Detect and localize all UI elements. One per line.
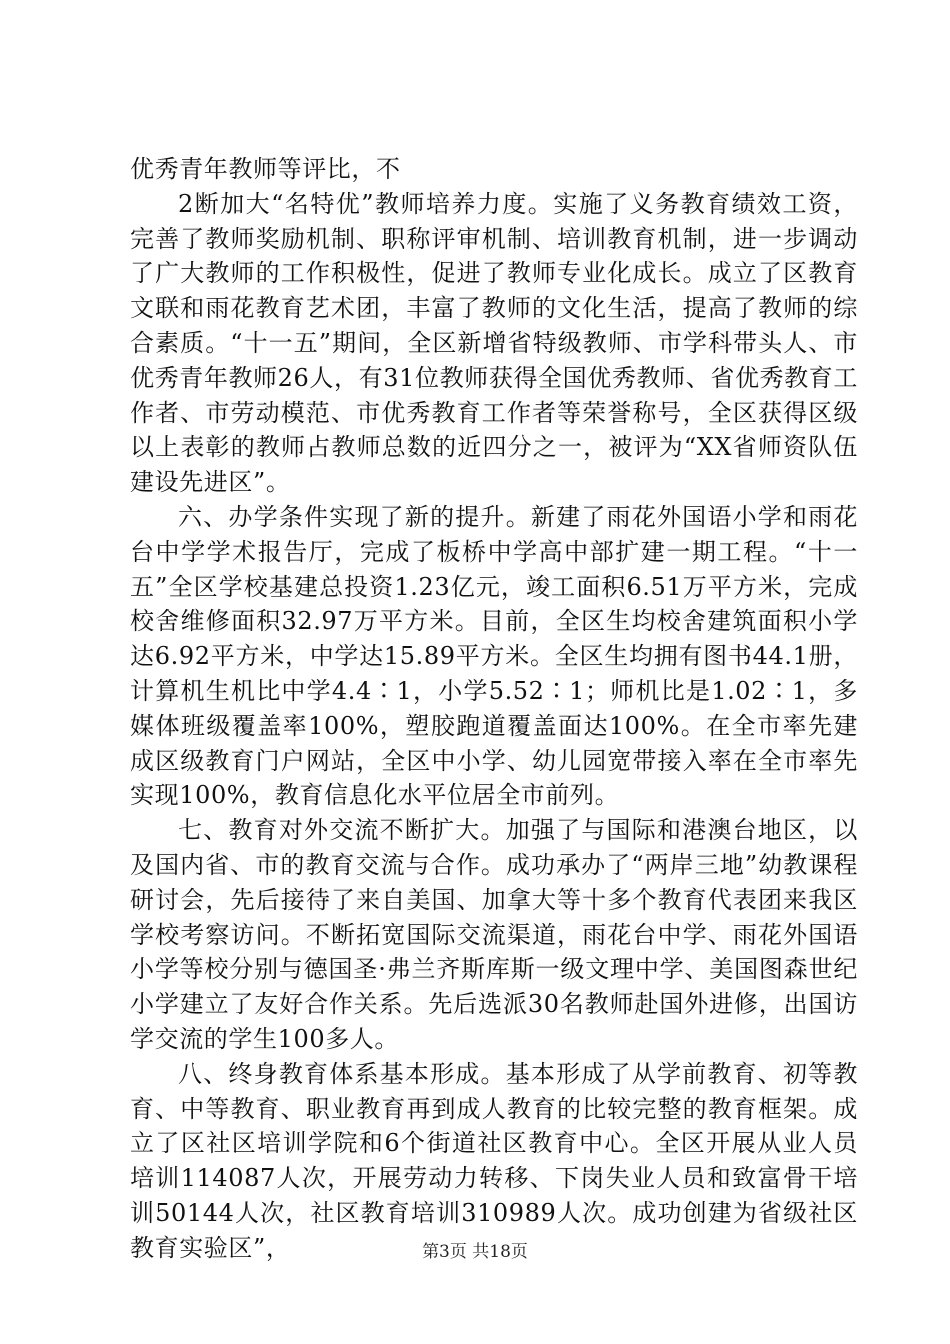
paragraph-lifelong-education: 八、终身教育体系基本形成。基本形成了从学前教育、初等教育、中等教育、职业教育再到成人教育的比较完整的教育框架。成立了区社区培训学院和6个街道社区教育中心。全区开展从业人员培训114087人次，开展劳动力转移、下岗失业人员和致富骨干培训50144人次，社区教育培训310989人次。成功创建为省级社区教育实验区”， xyxy=(130,1059,858,1262)
paragraph-continuation: 优秀青年教师等评比，不 xyxy=(130,155,401,183)
paragraph-school-conditions: 六、办学条件实现了新的提升。新建了雨花外国语小学和雨花台中学学术报告厅，完成了板桥中学高中部扩建一期工程。“十一五”全区学校基建总投资1.23亿元，竣工面积6.51万平方米，完成校舍维修面积32.97万平方米。目前，全区生均校舍建筑面积小学达6.92平方米，中学达15.89平方米。全区生均拥有图书44.1册，计算机生机比中学4.4∶1，小学5.52∶1；师机比是1.02∶1，多媒体班级覆盖率100%，塑胶跑道覆盖面达100%。在全市率先建成区级教育门户网站，全区中小学、幼儿园宽带接入率在全市率先实现100%，教育信息化水平位居全市前列。 xyxy=(130,502,858,810)
paragraph-teacher-training: 2断加大“名特优”教师培养力度。实施了义务教育绩效工资，完善了教师奖励机制、职称评审机制、培训教育机制，进一步调动了广大教师的工作积极性，促进了教师专业化成长。成立了区教育文联和雨花教育艺术团，丰富了教师的文化生活，提高了教师的综合素质。“十一五”期间，全区新增省特级教师、市学科带头人、市优秀青年教师26人，有31位教师获得全国优秀教师、省优秀教育工作者、市劳动模范、市优秀教育工作者等荣誉称号，全区获得区级以上表彰的教师占教师总数的近四分之一，被评为“XX省师资队伍建设先进区”。 xyxy=(130,189,858,497)
document-body xyxy=(130,152,858,1266)
page-number-footer: 第3页 共18页 xyxy=(422,1242,528,1262)
paragraph-foreign-exchange: 七、教育对外交流不断扩大。加强了与国际和港澳台地区，以及国内省、市的教育交流与合作。成功承办了“两岸三地”幼教课程研讨会，先后接待了来自美国、加拿大等十多个教育代表团来我区学校考察访问。不断拓宽国际交流渠道，雨花台中学、雨花外国语小学等校分别与德国圣·弗兰齐斯库斯一级文理中学、美国图森世纪小学建立了友好合作关系。先后选派30名教师赴国外进修，出国访学交流的学生100多人。 xyxy=(130,816,858,1053)
